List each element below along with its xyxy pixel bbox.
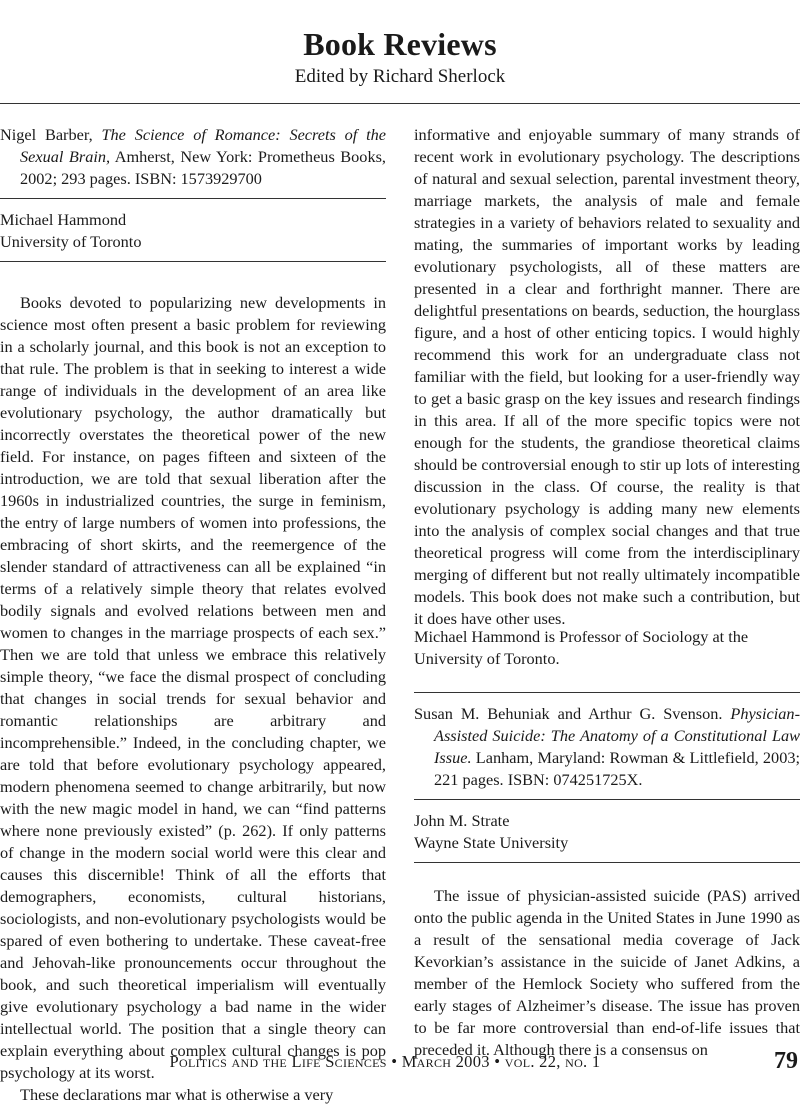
review1-author-bio: Michael Hammond is Professor of Sociology at the University of Toronto. [414,627,749,668]
review1-citation-title: The Science of Romance: Secrets of the Sexual Brain, [20,125,386,166]
review2-citation-title: Physician-Assisted Suicide: The Anatomy of a Constitutional Law Issue. [434,704,800,767]
review1-citation-details: Amherst, New York: Prometheus Books, 2002; 293 pages. ISBN: 1573929700 [20,147,386,188]
reviewer-name: Michael Hammond [0,210,127,229]
review2-reviewer [414,810,800,854]
section-title: Book Reviews [303,26,497,62]
divider [414,692,800,693]
review1-citation-author: Nigel Barber, [0,125,93,144]
reviewer-name: John M. Strate [414,811,510,830]
review1-citation [0,124,386,190]
reviewer-affiliation: University of Toronto [0,232,142,251]
divider [414,862,800,863]
review1-paragraph-1: Books devoted to popularizing new developments in science most often present a basic problem for reviewing in a scholarly journal, and this book is not an exception to that rule. The problem is that in seeking to interest a wide range of individuals in the development of an area like evolutionary psychology, the author dramatically but incorrectly overstates the theoretical power of the new field. For instance, on pages fifteen and sixteen of the introduction, we are told that sexual liberation after the 1960s in industrialized countries, the surge in feminism, the entry of large numbers of women into professions, the embracing of short skirts, and the reemergence of the slender standard of attractiveness can all be explained “in terms of a relatively simple theory that relates evolved bodily signals and evolved relations between men and women to changes in the marriage prospects of each sex.” Then we are told that unless we embrace this relatively simple theory, “we face the dismal prospect of concluding that changes in social trends for sexual behavior and romantic relationships are arbitrary and incomprehensible.” Indeed, in the concluding chapter, we are told that before evolutionary psychology appeared, modern phenomena seemed to change arbitrarily, but now with the new magic model in hand, we can “find patterns where none previously existed” (p. 262). If only patterns of change in the modern social world were this clear and causes this discernible! Think of all the efforts that demographers, economists, cultural historians, sociologists, and non-evolutionary psychologists would be spared of even bothering to undertake. These caveat-free and Jehovah-like pronouncements occur throughout the book, and such theoretical imperialism will eventually give evolutionary psychology a bad name in the wider intellectual world. The position that a single theory can explain everything about complex cultural changes is pop psychology at its worst. [0,293,386,1082]
page-number: 79 [774,1048,798,1074]
left-column [0,124,386,1106]
review2-citation [414,703,800,791]
divider [414,799,800,800]
right-column [414,124,800,1061]
review1-paragraph-2-continued [414,124,800,628]
review2-paragraph-1: The issue of physician-assisted suicide (PAS) arrived onto the public agenda in the United States in June 1990 as a result of the sensational media coverage of Jack Kevorkian’s assistance in the suicide of Janet Adkins, a member of the Hemlock Society who suffered from the early stages of Alzheimer’s disease. The issue has proven to be far more controversial than end-of-life issues that preceded it. Although there is a consensus on [414,886,800,1059]
page-footer [0,1048,800,1078]
section-editor: Edited by Richard Sherlock [294,66,506,87]
review1-paragraph-2: These declarations mar what is otherwise a very [20,1085,334,1104]
divider [0,261,386,262]
header-divider [0,103,800,104]
review2-citation-author: Susan M. Behuniak and Arthur G. Svenson. [414,704,723,723]
reviewer-affiliation: Wayne State University [414,833,569,852]
divider [0,198,386,199]
review2-citation-details: Lanham, Maryland: Rowman & Littlefield, 2003; 221 pages. ISBN: 074251725X. [434,748,800,789]
journal-running-footer: Politics and the Life Sciences • March 2003 • vol. 22, no. 1 [169,1052,601,1071]
review1-paragraph-2-start [0,1084,386,1106]
review1-paragraph-2-overflow: informative and enjoyable summary of many strands of recent work in evolutionary psychology. The descriptions of natural and sexual selection, parental investment theory, marriage markets, the analysis of male and female strategies in a variety of behaviors related to sexuality and mating, the summaries of important works by leading evolutionary psychologists, all of these matters are presented in a clear and forthright manner. There are delightful presentations on beards, seduction, the hourglass figure, and a host of other enticing topics. I would highly recommend this work for an undergraduate class not familiar with the field, but looking for a user-friendly way to get a basic grasp on the key issues and research findings in this area. If all of the more specific topics were not enough for the students, the grandiose theoretical claims should be controversial enough to stir up lots of interesting discussion in the class. Of course, the reality is that evolutionary psychology is adding many new elements into the analysis of complex social changes and that true theoretical progress will come from the interdisciplinary merging of different but not really ultimately incompatible models. This book does not make such a contribution, but it does have other uses. [414,125,800,628]
review1-reviewer [0,209,386,253]
section-masthead [0,26,800,88]
